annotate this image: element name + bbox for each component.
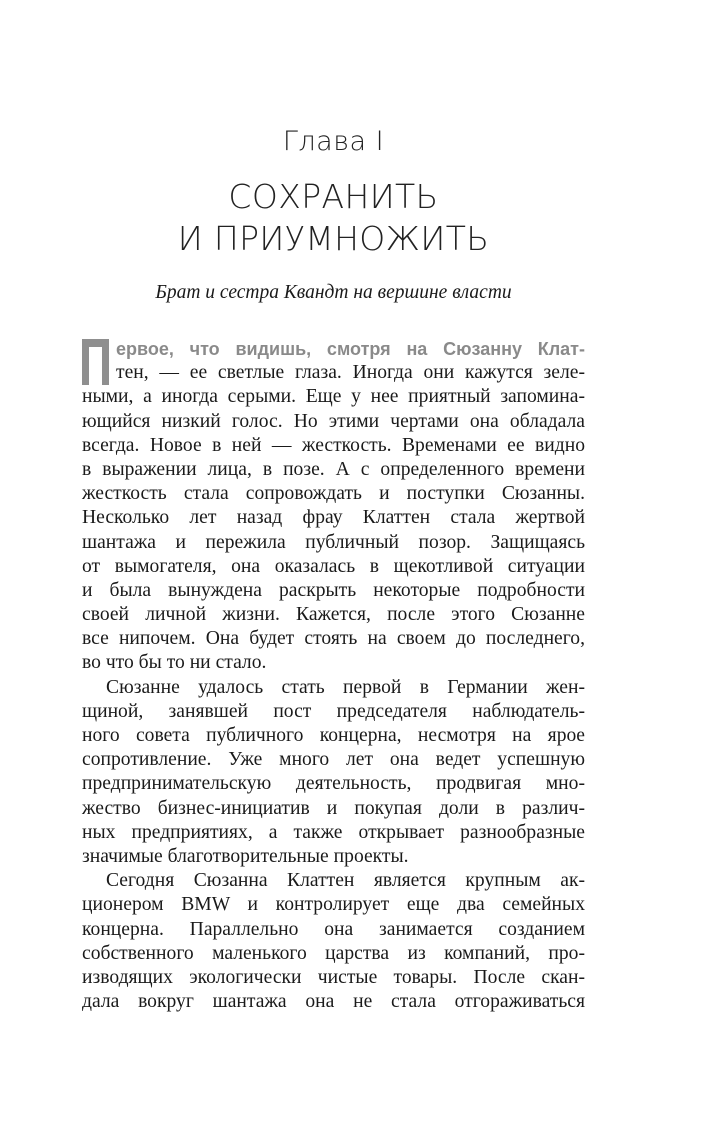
chapter-subtitle: Брат и сестра Квандт на вершине власти <box>155 282 512 303</box>
body-line: ных предприятиях, а также открывает разнообразные <box>82 821 585 843</box>
body-line: щиной, занявшей пост председателя наблюдатель- <box>82 700 585 722</box>
body-line: ционером BMW и контролирует еще два семейных <box>82 894 585 916</box>
body-line: Сюзанне удалось стать первой в Германии жен- <box>106 676 585 698</box>
chapter-label: Глава I <box>282 126 385 157</box>
body-text <box>82 337 585 1014</box>
body-line: ными, а иногда серыми. Еще у нее приятный запомина- <box>82 386 585 408</box>
body-line: всегда. Новое в ней — жесткость. Временами ее видно <box>82 434 585 456</box>
chapter-title-line: СОХРАНИТЬ <box>228 177 439 216</box>
body-line: ющийся низкий голос. Но этими чертами она обладала <box>82 410 585 432</box>
body-line: изводящих экологически чистые товары. После скан- <box>82 966 585 988</box>
body-line: сопротивление. Уже много лет она ведет успешную <box>82 749 585 771</box>
book-page <box>82 0 585 1122</box>
body-line: Сегодня Сюзанна Клаттен является крупным ак- <box>106 870 585 892</box>
drop-cap <box>82 339 109 385</box>
body-line: значимые благотворительные проекты. <box>82 845 409 867</box>
body-line: концерна. Параллельно она занимается созданием <box>82 918 585 940</box>
body-line: шантажа и пережила публичный позор. Защищаясь <box>82 531 585 553</box>
body-line: тен, — ее светлые глаза. Иногда они кажутся зеле- <box>116 362 585 384</box>
body-line: от вымогателя, она оказалась в щекотливой ситуации <box>82 555 585 577</box>
body-line: собственного маленького царства из компаний, про- <box>82 942 585 964</box>
body-line: все нипочем. Она будет стоять на своем до последнего, <box>82 628 585 650</box>
body-line: своей личной жизни. Кажется, после этого Сюзанне <box>82 604 585 626</box>
body-line: Несколько лет назад фрау Клаттен стала жертвой <box>82 507 585 529</box>
chapter-title-line: И ПРИУМНОЖИТЬ <box>177 219 490 258</box>
body-line: в выражении лица, в позе. А с определенного времени <box>82 458 585 480</box>
chapter-title <box>82 176 585 260</box>
body-line: дала вокруг шантажа она не стала отгораживаться <box>82 991 585 1013</box>
body-line: ного совета публичного концерна, несмотря на яроe <box>82 725 585 746</box>
body-line: и была вынуждена раскрыть некоторые подробности <box>82 579 585 601</box>
body-line: жество бизнес-инициатив и покупая доли в различ- <box>82 797 585 819</box>
body-line: ервое, что видишь, смотря на Сюзанну Клат- <box>116 339 585 359</box>
body-line: жесткость стала сопровождать и поступки Сюзанны. <box>82 483 585 505</box>
body-line: предпринимательскую деятельность, продвигая мно- <box>82 773 585 795</box>
body-line: во что бы то ни стало. <box>82 652 267 674</box>
